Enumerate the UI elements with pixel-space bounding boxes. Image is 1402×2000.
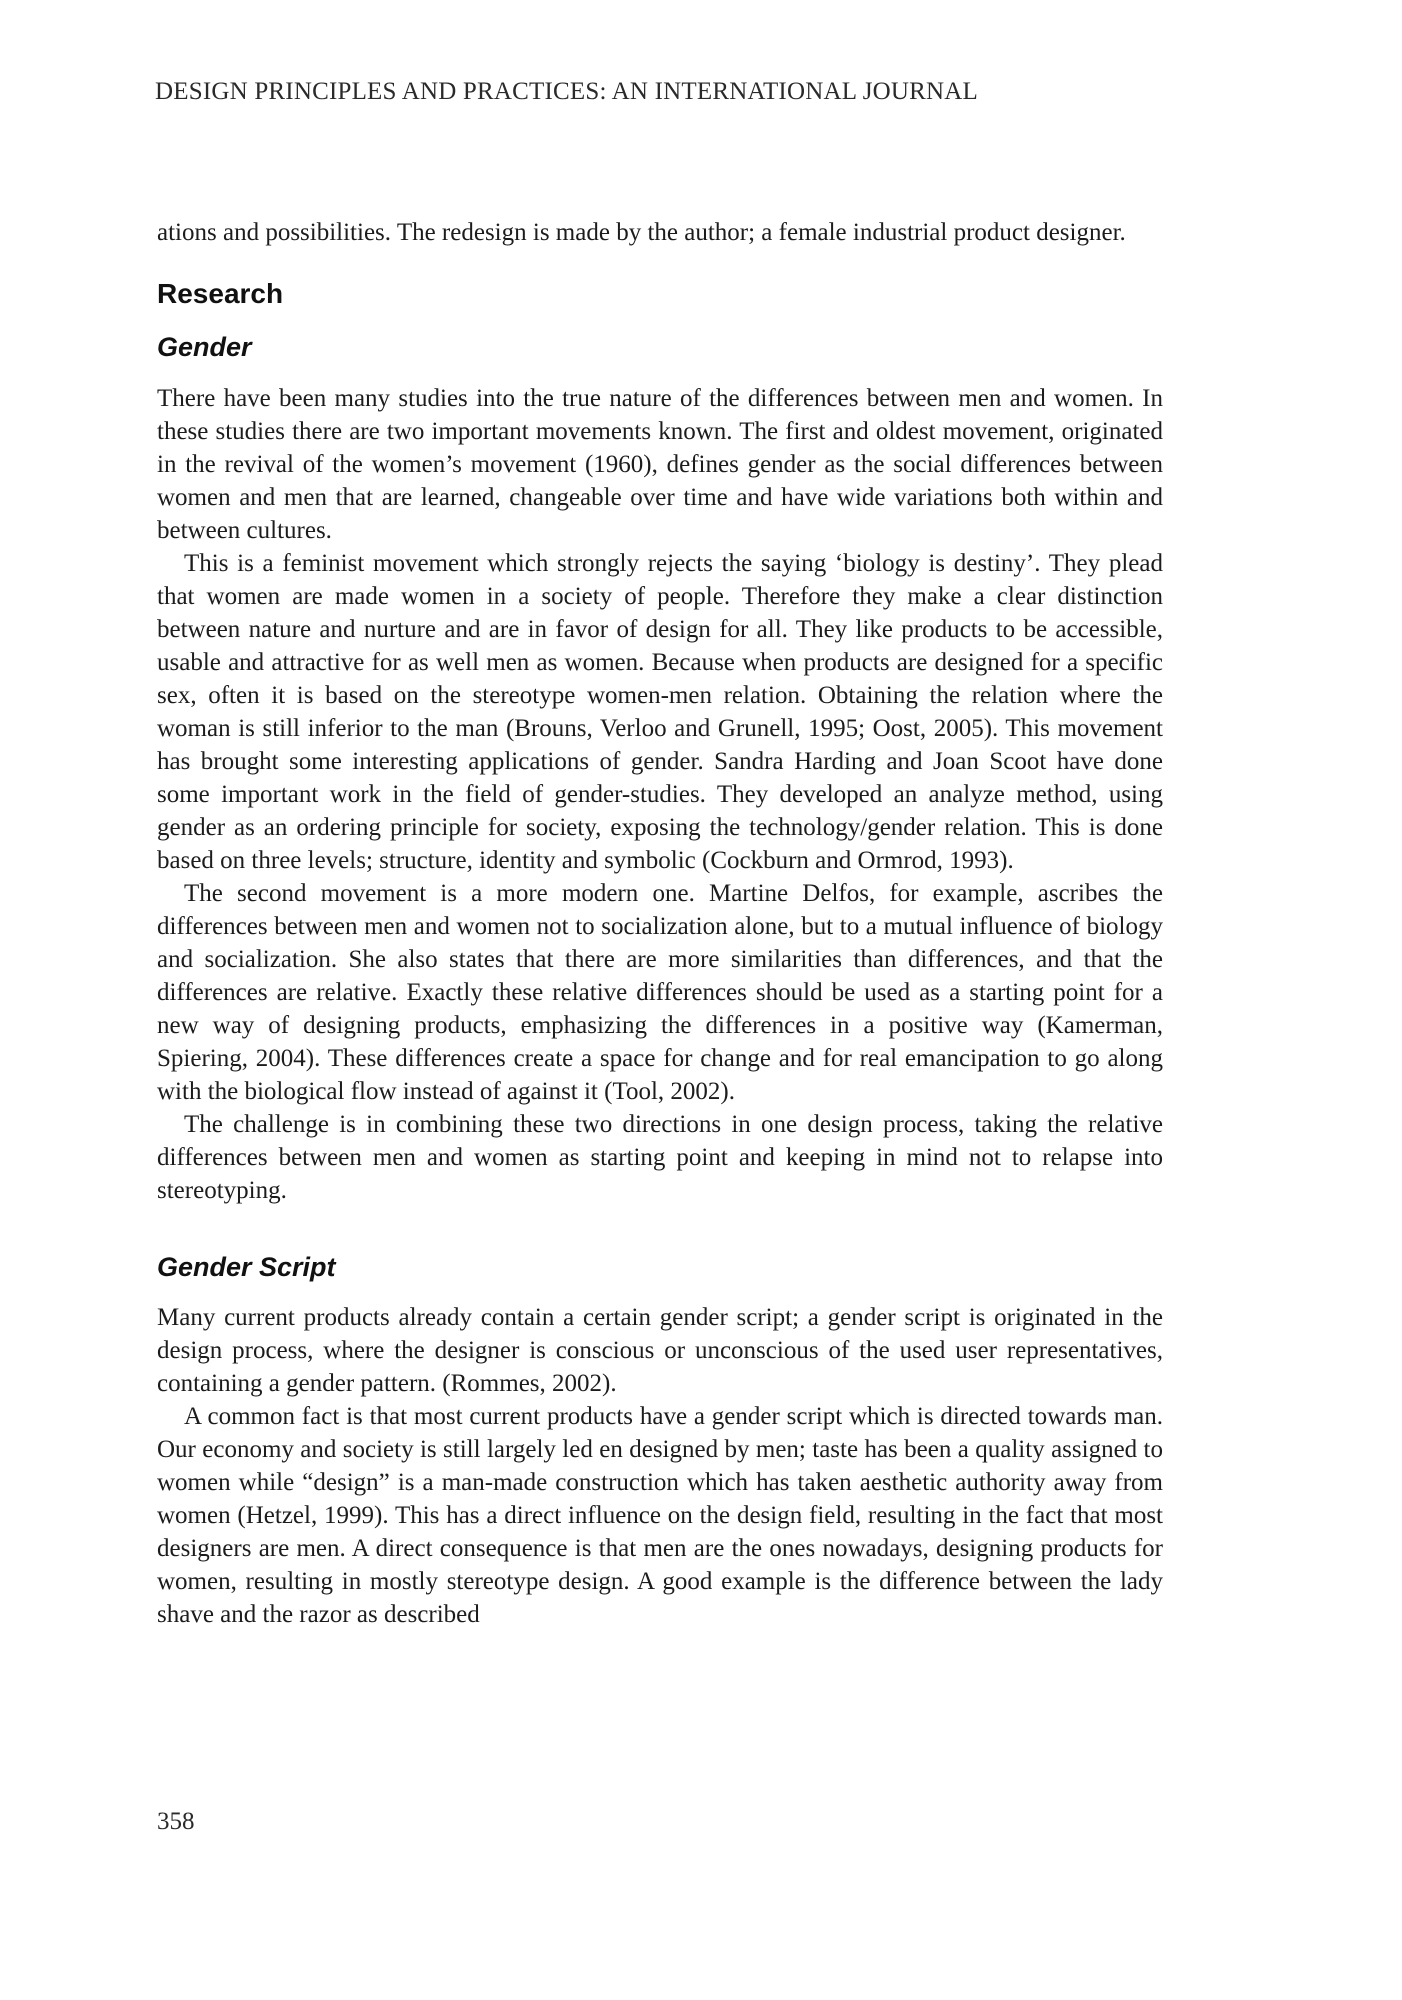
gender-paragraph-1: There have been many studies into the true nature of the differences between men and women. In these studies there are two important movements known. The first and oldest movement, originated in the revival of the women’s movement (1960), defines gender as the social differences between women and men that are learned, changeable over time and have wide variations both within and between cultures.	[157, 385, 1163, 544]
gender-heading: Gender	[157, 332, 252, 362]
running-header: DESIGN PRINCIPLES AND PRACTICES: AN INTERNATIONAL JOURNAL	[155, 78, 979, 105]
gender-script-paragraph-2: A common fact is that most current products have a gender script which is directed towards man. Our economy and society is still largely led en designed by men; taste has been a quality assigned to women while “design” is a man-made construction which has taken aesthetic authority away from women (Hetzel, 1999). This has a direct influence on the design field, resulting in the fact that most designers are men. A direct consequence is that men are the ones nowadays, designing products for women, resulting in mostly stereotype design. A good example is the difference between the lady shave and the razor as described	[157, 1403, 1163, 1628]
gender-script-heading: Gender Script	[157, 1252, 336, 1282]
page-number: 358	[157, 1808, 195, 1835]
gender-paragraph-4: The challenge is in combining these two directions in one design process, taking the relative differences between men and women as starting point and keeping in mind not to relapse into stereotyping.	[157, 1111, 1163, 1204]
intro-paragraph: ations and possibilities. The redesign is made by the author; a female industrial product designer.	[157, 219, 1126, 246]
article-body	[157, 216, 1163, 1631]
gender-script-paragraph-1: Many current products already contain a certain gender script; a gender script is originated in the design process, where the designer is conscious or unconscious of the used user representatives, containing a gender pattern. (Rommes, 2002).	[157, 1304, 1163, 1397]
research-heading: Research	[157, 278, 284, 309]
gender-paragraph-3: The second movement is a more modern one. Martine Delfos, for example, ascribes the differences between men and women not to socialization alone, but to a mutual influence of biology and socialization. She also states that there are more similarities than differences, and that the differences are relative. Exactly these relative differences should be used as a starting point for a new way of designing products, emphasizing the differences in a positive way (Kamerman, Spiering, 2004). These differences create a space for change and for real emancipation to go along with the biological flow instead of against it (Tool, 2002).	[157, 880, 1163, 1105]
gender-paragraph-2: This is a feminist movement which strongly rejects the saying ‘biology is destiny’. They plead that women are made women in a society of people. Therefore they make a clear distinction between nature and nurture and are in favor of design for all. They like products to be accessible, usable and attractive for as well men as women. Because when products are designed for a specific sex, often it is based on the stereotype women-men relation. Obtaining the relation where the woman is still inferior to the man (Brouns, Verloo and Grunell, 1995; Oost, 2005). This movement has brought some interesting applications of gender. Sandra Harding and Joan Scoot have done some important work in the field of gender-studies. They developed an analyze method, using gender as an ordering principle for society, exposing the technology/gender relation. This is done based on three levels; structure, identity and symbolic (Cockburn and Ormrod, 1993).	[157, 550, 1163, 874]
